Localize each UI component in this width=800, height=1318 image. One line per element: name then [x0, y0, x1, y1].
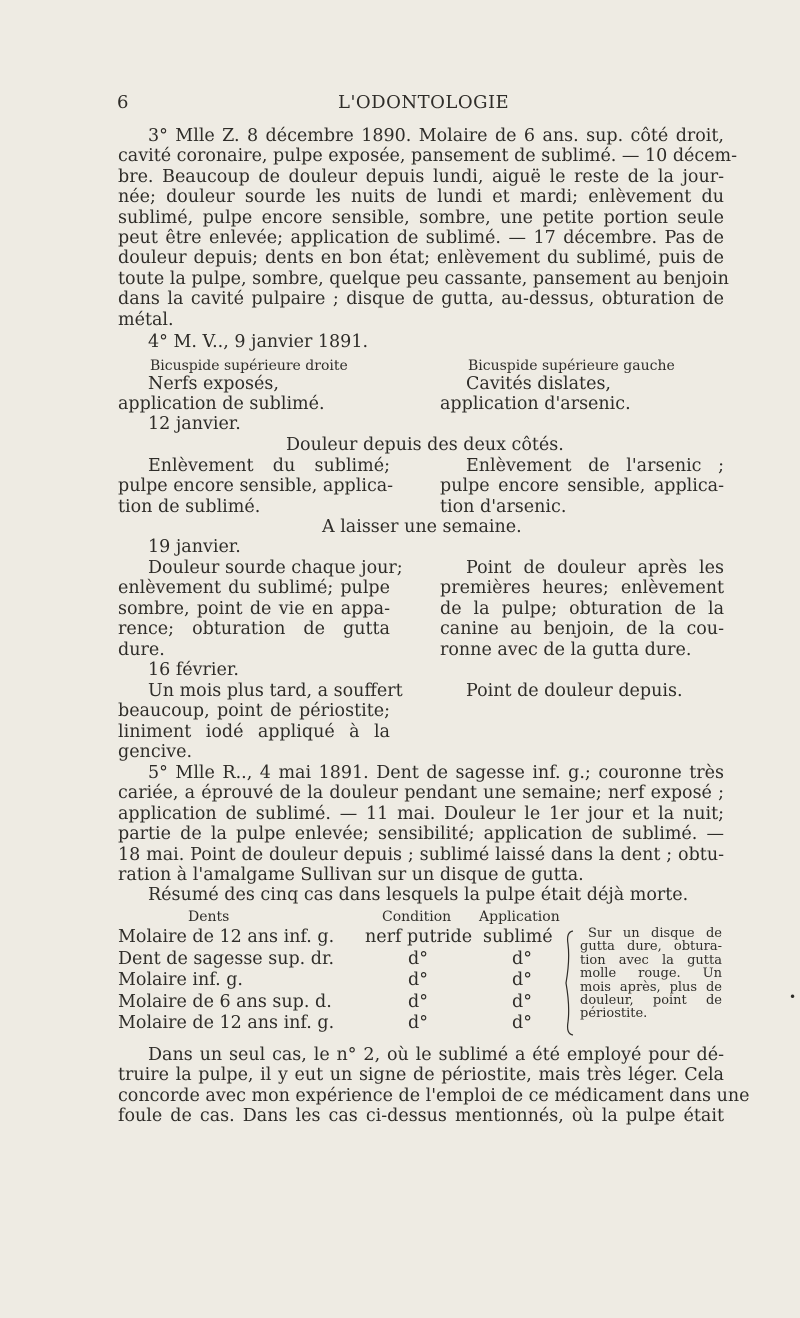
text-line: dure. [118, 639, 165, 660]
text-line: née; douleur sourde les nuits de lundi et mardi; enlèvement du [118, 187, 724, 208]
text-line: pulpe encore sensible, applica- [118, 476, 394, 497]
text-line: Un mois plus tard, a souffert [148, 681, 403, 701]
text-line: Enlèvement de l'arsenic ; [466, 456, 724, 476]
text-line: Douleur sourde chaque jour; [148, 558, 403, 578]
text-line: Enlèvement du sublimé; [148, 456, 390, 476]
text-line: bre. Beaucoup de douleur depuis lundi, aiguë le reste de la jour- [118, 166, 724, 187]
text-line: gencive. [118, 742, 193, 763]
text-line: dans la cavité pulpaire ; disque de gutta, au-dessus, obturation de [118, 289, 724, 310]
condition-cell: d° [408, 970, 428, 990]
text-line: foule de cas. Dans les cas ci-dessus mentionnés, où la pulpe était [118, 1106, 724, 1127]
text-line: gutta dure, obtura- [580, 939, 722, 955]
text-line: premières heures; enlèvement [440, 578, 724, 599]
tooth-cell: Molaire de 12 ans inf. g. [118, 927, 335, 947]
text-line: ration à l'amalgame Sullivan sur un disque de gutta. [118, 865, 584, 886]
date-19-janvier: 19 janvier. [148, 537, 241, 557]
condition-cell: nerf putride [365, 927, 473, 947]
text-line: cavité coronaire, pulpe exposée, pansement de sublimé. — 10 décem- [118, 146, 738, 167]
left-column-heading: Bicuspide supérieure droite [150, 358, 348, 374]
text-line: tion avec la gutta [580, 952, 722, 968]
text-line: concorde avec mon expérience de l'emploi de ce médicament dans une [118, 1085, 750, 1106]
text-line: ronne avec de la gutta dure. [440, 639, 692, 660]
text-line: métal. [118, 309, 174, 330]
text-line: pulpe encore sensible, applica- [440, 476, 724, 497]
text-line: peut être enlevée; application de sublimé. — 17 décembre. Pas de [118, 228, 724, 249]
page-number: 6 [117, 92, 129, 113]
right-block-4: Point de douleur depuis. [466, 681, 683, 701]
tooth-cell: Molaire inf. g. [118, 970, 243, 990]
right-block-2 [440, 456, 724, 517]
text-line: Point de douleur après les [466, 558, 724, 578]
condition-cell: d° [408, 992, 428, 1012]
left-block-4 [118, 681, 403, 763]
date-12-janvier: 12 janvier. [148, 414, 241, 434]
left-block-3 [118, 558, 403, 660]
summary-side-note [580, 927, 722, 1021]
text-line: douleur, point de [580, 993, 722, 1009]
left-block-1 [118, 374, 408, 415]
text-line: application d'arsenic. [440, 394, 631, 415]
text-line: douleur depuis; dents en bon état; enlèvement du sublimé, puis de [118, 248, 724, 269]
date-16-fevrier: 16 février. [148, 660, 239, 680]
text-line: Cavités dislates, [466, 374, 611, 394]
application-cell: d° [512, 992, 532, 1012]
text-line: partie de la pulpe enlevée; sensibilité; application de sublimé. — [118, 824, 724, 845]
text-line: Nerfs exposés, [148, 374, 279, 394]
both-sides-note: Douleur depuis des deux côtés. [286, 435, 564, 455]
col-header-application: Application [479, 909, 560, 925]
text-line: enlèvement du sublimé; pulpe [118, 578, 390, 599]
text-line: truire la pulpe, il y eut un signe de périostite, mais très léger. Cela [118, 1065, 724, 1086]
tooth-cell: Molaire de 6 ans sup. d. [118, 992, 332, 1012]
text-line: 3° Mlle Z. 8 décembre 1890. Molaire de 6 ans. sup. côté droit, [148, 126, 724, 146]
text-line: 5° Mlle R.., 4 mai 1891. Dent de sagesse inf. g.; couronne très [148, 763, 724, 783]
text-line: sublimé, pulpe encore sensible, sombre, une petite portion seule [118, 207, 724, 228]
stray-mark: • [789, 990, 797, 1004]
case-4-heading: 4° M. V.., 9 janvier 1891. [148, 332, 369, 352]
conclusion-paragraph [118, 1045, 750, 1127]
text-line: 18 mai. Point de douleur depuis ; sublimé laissé dans la dent ; obtu- [118, 844, 724, 865]
right-block-3 [440, 558, 724, 660]
application-cell: d° [512, 970, 532, 990]
application-cell: d° [512, 1013, 532, 1033]
case-3-paragraph [118, 126, 738, 330]
text-line: cariée, a éprouvé de la douleur pendant une semaine; nerf exposé ; [118, 783, 724, 804]
text-line: périostite. [580, 1006, 648, 1022]
one-week-note: A laisser une semaine. [322, 517, 522, 537]
text-line: liniment iodé appliqué à la [118, 721, 390, 742]
tooth-cell: Dent de sagesse sup. dr. [118, 949, 335, 969]
text-line: tion de sublimé. [118, 496, 261, 517]
text-line: de la pulpe; obturation de la [440, 598, 724, 619]
tooth-cell: Molaire de 12 ans inf. g. [118, 1013, 335, 1033]
text-line: toute la pulpe, sombre, quelque peu cassante, pansement au benjoin [118, 268, 729, 289]
text-line: rence; obturation de gutta [118, 619, 390, 640]
curly-brace-icon [563, 930, 575, 1036]
text-line: Sur un disque de [588, 926, 722, 941]
condition-cell: d° [408, 949, 428, 969]
col-header-condition: Condition [382, 909, 452, 925]
text-line: beaucoup, point de périostite; [118, 701, 390, 722]
col-header-teeth: Dents [188, 909, 230, 925]
summary-title: Résumé des cinq cas dans lesquels la pulpe était déjà morte. [148, 885, 689, 905]
text-line: molle rouge. Un [580, 966, 722, 982]
right-block-1 [440, 374, 724, 415]
application-cell: d° [512, 949, 532, 969]
text-line: Dans un seul cas, le n° 2, où le sublimé a été employé pour dé- [148, 1045, 724, 1065]
text-line: canine au benjoin, de la cou- [440, 619, 724, 640]
right-column-heading: Bicuspide supérieure gauche [468, 358, 675, 374]
text-line: application de sublimé. — 11 mai. Douleur le 1er jour et la nuit; [118, 803, 724, 824]
application-cell: sublimé [483, 927, 553, 947]
text-line: sombre, point de vie en appa- [118, 598, 390, 619]
condition-cell: d° [408, 1013, 428, 1033]
text-line: application de sublimé. [118, 394, 325, 415]
left-block-2 [118, 456, 394, 517]
running-title: L'ODONTOLOGIE [338, 92, 510, 113]
case-5-paragraph [118, 763, 724, 885]
text-line: tion d'arsenic. [440, 496, 567, 517]
text-line: mois après, plus de [580, 979, 722, 995]
